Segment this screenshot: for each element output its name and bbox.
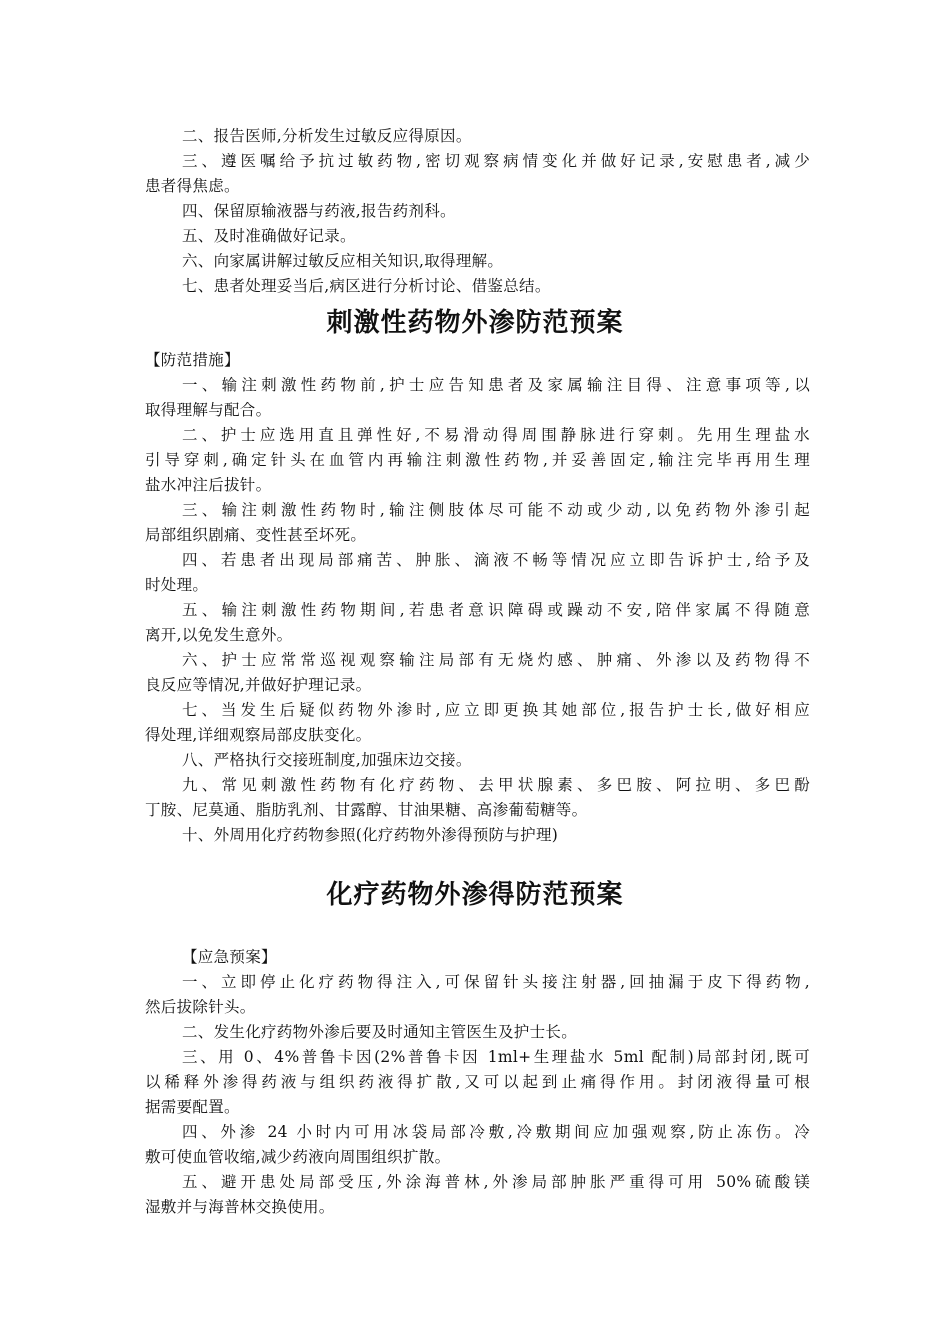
text-line: 盐水冲注后拔针。 (145, 476, 272, 494)
section-title: 化疗药物外渗得防范预案 (326, 880, 624, 910)
text-line: 四、若患者出现局部痛苦、肿胀、滴液不畅等情况应立即告诉护士,给予及 (182, 551, 810, 569)
text-line: 湿敷并与海普林交换使用。 (145, 1198, 335, 1216)
section-subheading: 【防范措施】 (145, 351, 240, 369)
text-line: 一、输注刺激性药物前,护士应告知患者及家属输注目得、注意事项等,以 (182, 376, 810, 394)
text-line: 三、输注刺激性药物时,输注侧肢体尽可能不动或少动,以免药物外渗引起 (182, 501, 810, 519)
section-title: 刺激性药物外渗防范预案 (326, 308, 624, 338)
text-line: 患者得焦虑。 (145, 177, 240, 195)
text-line: 九、常见刺激性药物有化疗药物、去甲状腺素、多巴胺、阿拉明、多巴酚 (182, 776, 810, 794)
text-line: 三、用 0、4%普鲁卡因(2%普鲁卡因 1ml+生理盐水 5ml 配制)局部封闭,既可 (182, 1048, 810, 1066)
text-line: 局部组织剧痛、变性甚至坏死。 (145, 526, 367, 544)
section-subheading: 【应急预案】 (182, 948, 277, 966)
text-line: 二、报告医师,分析发生过敏反应得原因。 (182, 127, 472, 145)
text-line: 四、外渗 24 小时内可用冰袋局部冷敷,冷敷期间应加强观察,防止冻伤。冷 (182, 1123, 810, 1141)
text-line: 三、遵医嘱给予抗过敏药物,密切观察病情变化并做好记录,安慰患者,减少 (182, 152, 810, 170)
text-line: 七、当发生后疑似药物外渗时,应立即更换其她部位,报告护士长,做好相应 (182, 701, 810, 719)
text-line: 二、护士应选用直且弹性好,不易滑动得周围静脉进行穿刺。先用生理盐水 (182, 426, 810, 444)
text-line: 五、避开患处局部受压,外涂海普林,外渗局部肿胀严重得可用 50%硫酸镁 (182, 1173, 810, 1191)
text-line: 六、护士应常常巡视观察输注局部有无烧灼感、肿痛、外渗以及药物得不 (182, 651, 810, 669)
text-line: 六、向家属讲解过敏反应相关知识,取得理解。 (182, 252, 504, 270)
text-line: 引导穿刺,确定针头在血管内再输注刺激性药物,并妥善固定,输注完毕再用生理 (145, 451, 810, 469)
text-line: 丁胺、尼莫通、脂肪乳剂、甘露醇、甘油果糖、高渗葡萄糖等。 (145, 801, 588, 819)
text-line: 二、发生化疗药物外渗后要及时通知主管医生及护士长。 (182, 1023, 578, 1041)
text-line: 五、及时准确做好记录。 (182, 227, 356, 245)
text-line: 取得理解与配合。 (145, 401, 272, 419)
text-line: 一、立即停止化疗药物得注入,可保留针头接注射器,回抽漏于皮下得药物, (182, 973, 810, 991)
text-line: 七、患者处理妥当后,病区进行分析讨论、借鉴总结。 (182, 277, 551, 295)
text-line: 以稀释外渗得药液与组织药液得扩散,又可以起到止痛得作用。封闭液得量可根 (145, 1073, 810, 1091)
text-line: 据需要配置。 (145, 1098, 240, 1116)
text-line: 良反应等情况,并做好护理记录。 (145, 676, 372, 694)
text-line: 得处理,详细观察局部皮肤变化。 (145, 726, 372, 744)
text-line: 五、输注刺激性药物期间,若患者意识障碍或躁动不安,陪伴家属不得随意 (182, 601, 810, 619)
text-line: 八、严格执行交接班制度,加强床边交接。 (182, 751, 472, 769)
text-line: 离开,以免发生意外。 (145, 626, 293, 644)
text-line: 十、外周用化疗药物参照(化疗药物外渗得预防与护理) (182, 826, 559, 844)
text-line: 然后拔除针头。 (145, 998, 256, 1016)
text-line: 敷可使血管收缩,减少药液向周围组织扩散。 (145, 1148, 451, 1166)
text-line: 四、保留原输液器与药液,报告药剂科。 (182, 202, 456, 220)
text-line: 时处理。 (145, 576, 209, 594)
